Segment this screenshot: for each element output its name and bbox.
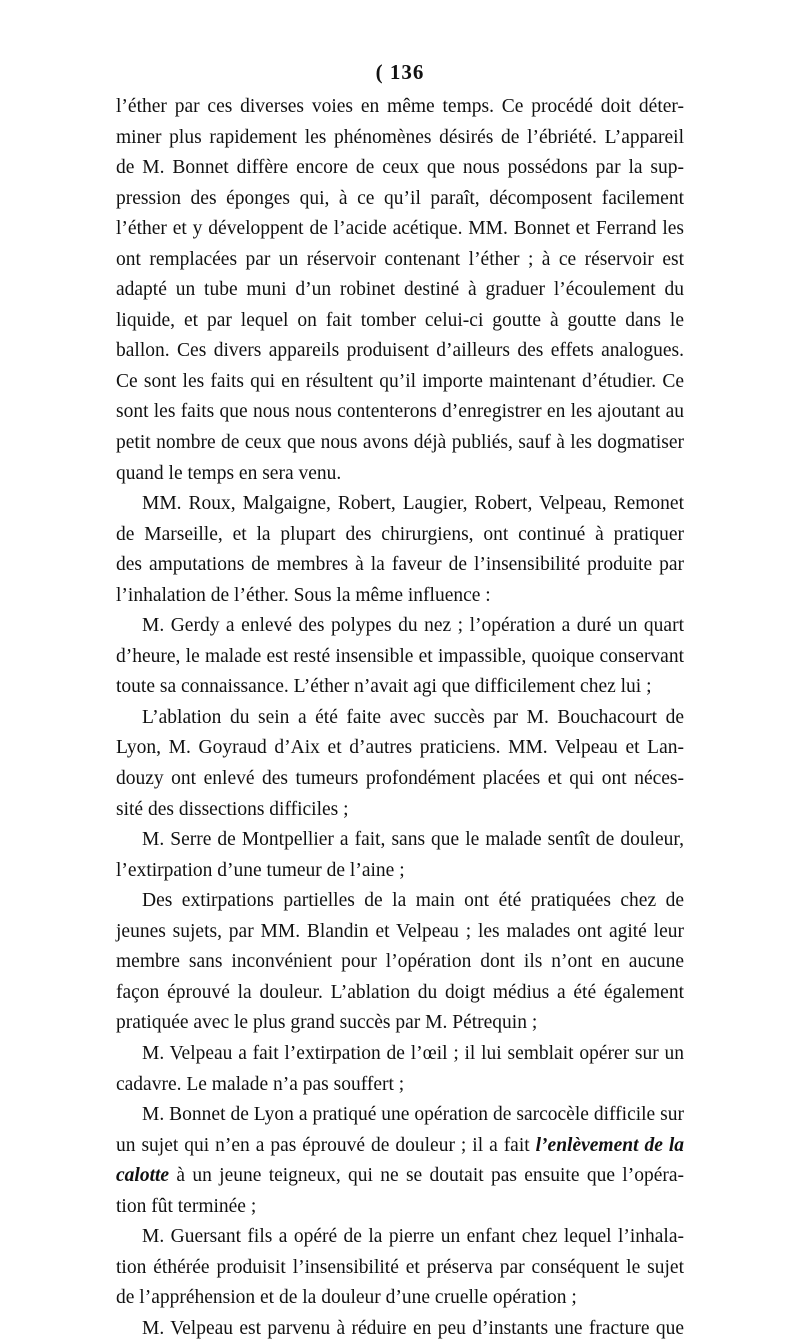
text-line: M. Velpeau est parvenu à réduire en peu d’instants une fracture que <box>142 1317 684 1339</box>
text-line: L’ablation du sein a été faite avec succès par M. Bouchacourt de <box>142 706 684 728</box>
text-line: MM. Roux, Malgaigne, Robert, Laugier, Robert, Velpeau, Remonet <box>142 493 684 515</box>
text-line: ont remplacées par un réservoir contenant l’éther ; à ce réservoir est <box>116 248 684 270</box>
text-line: adapté un tube muni d’un robinet destiné à graduer l’écoulement du <box>116 279 684 301</box>
text-line: Lyon, M. Goyraud d’Aix et d’autres praticiens. MM. Velpeau et Lan- <box>116 737 684 759</box>
text-line: sont les faits que nous nous contenterons d’enregistrer en les ajoutant au <box>116 401 684 423</box>
text-line <box>116 1131 684 1162</box>
text-line: quand le temps en sera venu. <box>116 462 342 484</box>
emphasized-text: l’enlèvement de la <box>535 1134 685 1156</box>
text-line: l’éther par ces diverses voies en même temps. Ce procédé doit déter- <box>116 96 684 117</box>
emphasized-text: calotte <box>116 1165 170 1187</box>
text-line: des amputations de membres à la faveur de l’insensibilité produite par <box>116 554 684 576</box>
text-line: M. Bonnet de Lyon a pratiqué une opération de sarcocèle difficile sur <box>142 1104 684 1126</box>
text-line: douzy ont enlevé des tumeurs profondément placées et qui ont néces- <box>116 768 684 790</box>
page-number: ( 136 <box>375 60 425 84</box>
text-line: cadavre. Le malade n’a pas souffert ; <box>116 1073 405 1095</box>
text-segment: à un jeune teigneux, qui ne se doutait pas ensuite que l’opéra- <box>169 1165 684 1187</box>
text-line: M. Gerdy a enlevé des polypes du nez ; l’opération a duré un quart <box>142 615 684 637</box>
body-text <box>116 92 684 1344</box>
text-line: tion éthérée produisit l’insensibilité et préserva par conséquent le sujet <box>116 1256 684 1278</box>
text-line: jeunes sujets, par MM. Blandin et Velpeau ; les malades ont agité leur <box>116 920 684 942</box>
text-line: façon éprouvé la douleur. L’ablation du doigt médius a été également <box>116 981 684 1003</box>
text-line: Ce sont les faits qui en résultent qu’il importe maintenant d’étudier. Ce <box>116 370 684 392</box>
text-line: miner plus rapidement les phénomènes désirés de l’ébriété. L’appareil <box>116 126 684 148</box>
text-segment: un sujet qui n’en a pas éprouvé de douleur ; il a fait <box>116 1134 536 1156</box>
text-line: M. Serre de Montpellier a fait, sans que le malade sentît de douleur, <box>142 829 684 851</box>
text-line: pratiquée avec le plus grand succès par M. Pétrequin ; <box>116 1012 538 1034</box>
text-line: membre sans inconvénient pour l’opération dont ils n’ont en aucune <box>116 951 684 973</box>
text-line: M. Guersant fils a opéré de la pierre un enfant chez lequel l’inhala- <box>142 1226 684 1248</box>
text-line: l’inhalation de l’éther. Sous la même influence : <box>116 584 491 606</box>
text-line: tion fût terminée ; <box>116 1195 257 1217</box>
text-line: de l’appréhension et de la douleur d’une cruelle opération ; <box>116 1287 577 1309</box>
text-line: d’heure, le malade est resté insensible et impassible, quoique conservant <box>116 645 684 667</box>
text-line: de M. Bonnet diffère encore de ceux que nous possédons par la sup- <box>116 157 684 179</box>
text-line: ballon. Ces divers appareils produisent d’ailleurs des effets analogues. <box>116 340 684 362</box>
text-line: toute sa connaissance. L’éther n’avait agi que difficilement chez lui ; <box>116 676 652 698</box>
text-line: liquide, et par lequel on fait tomber celui-ci goutte à goutte dans le <box>116 309 684 331</box>
text-line: l’extirpation d’une tumeur de l’aine ; <box>116 859 405 881</box>
text-line: Des extirpations partielles de la main ont été pratiquées chez de <box>142 890 684 912</box>
text-line: pression des éponges qui, à ce qu’il paraît, décomposent facilement <box>116 187 684 209</box>
text-line: de Marseille, et la plupart des chirurgiens, ont continué à pratiquer <box>116 523 684 545</box>
text-line: sité des dissections difficiles ; <box>116 798 349 820</box>
text-line: petit nombre de ceux que nous avons déjà publiés, sauf à les dogmatiser <box>116 432 684 454</box>
text-line: l’éther et y développent de l’acide acétique. MM. Bonnet et Ferrand les <box>116 218 684 240</box>
text-line: M. Velpeau a fait l’extirpation de l’œil ; il lui semblait opérer sur un <box>142 1042 684 1064</box>
text-line <box>116 1161 684 1192</box>
